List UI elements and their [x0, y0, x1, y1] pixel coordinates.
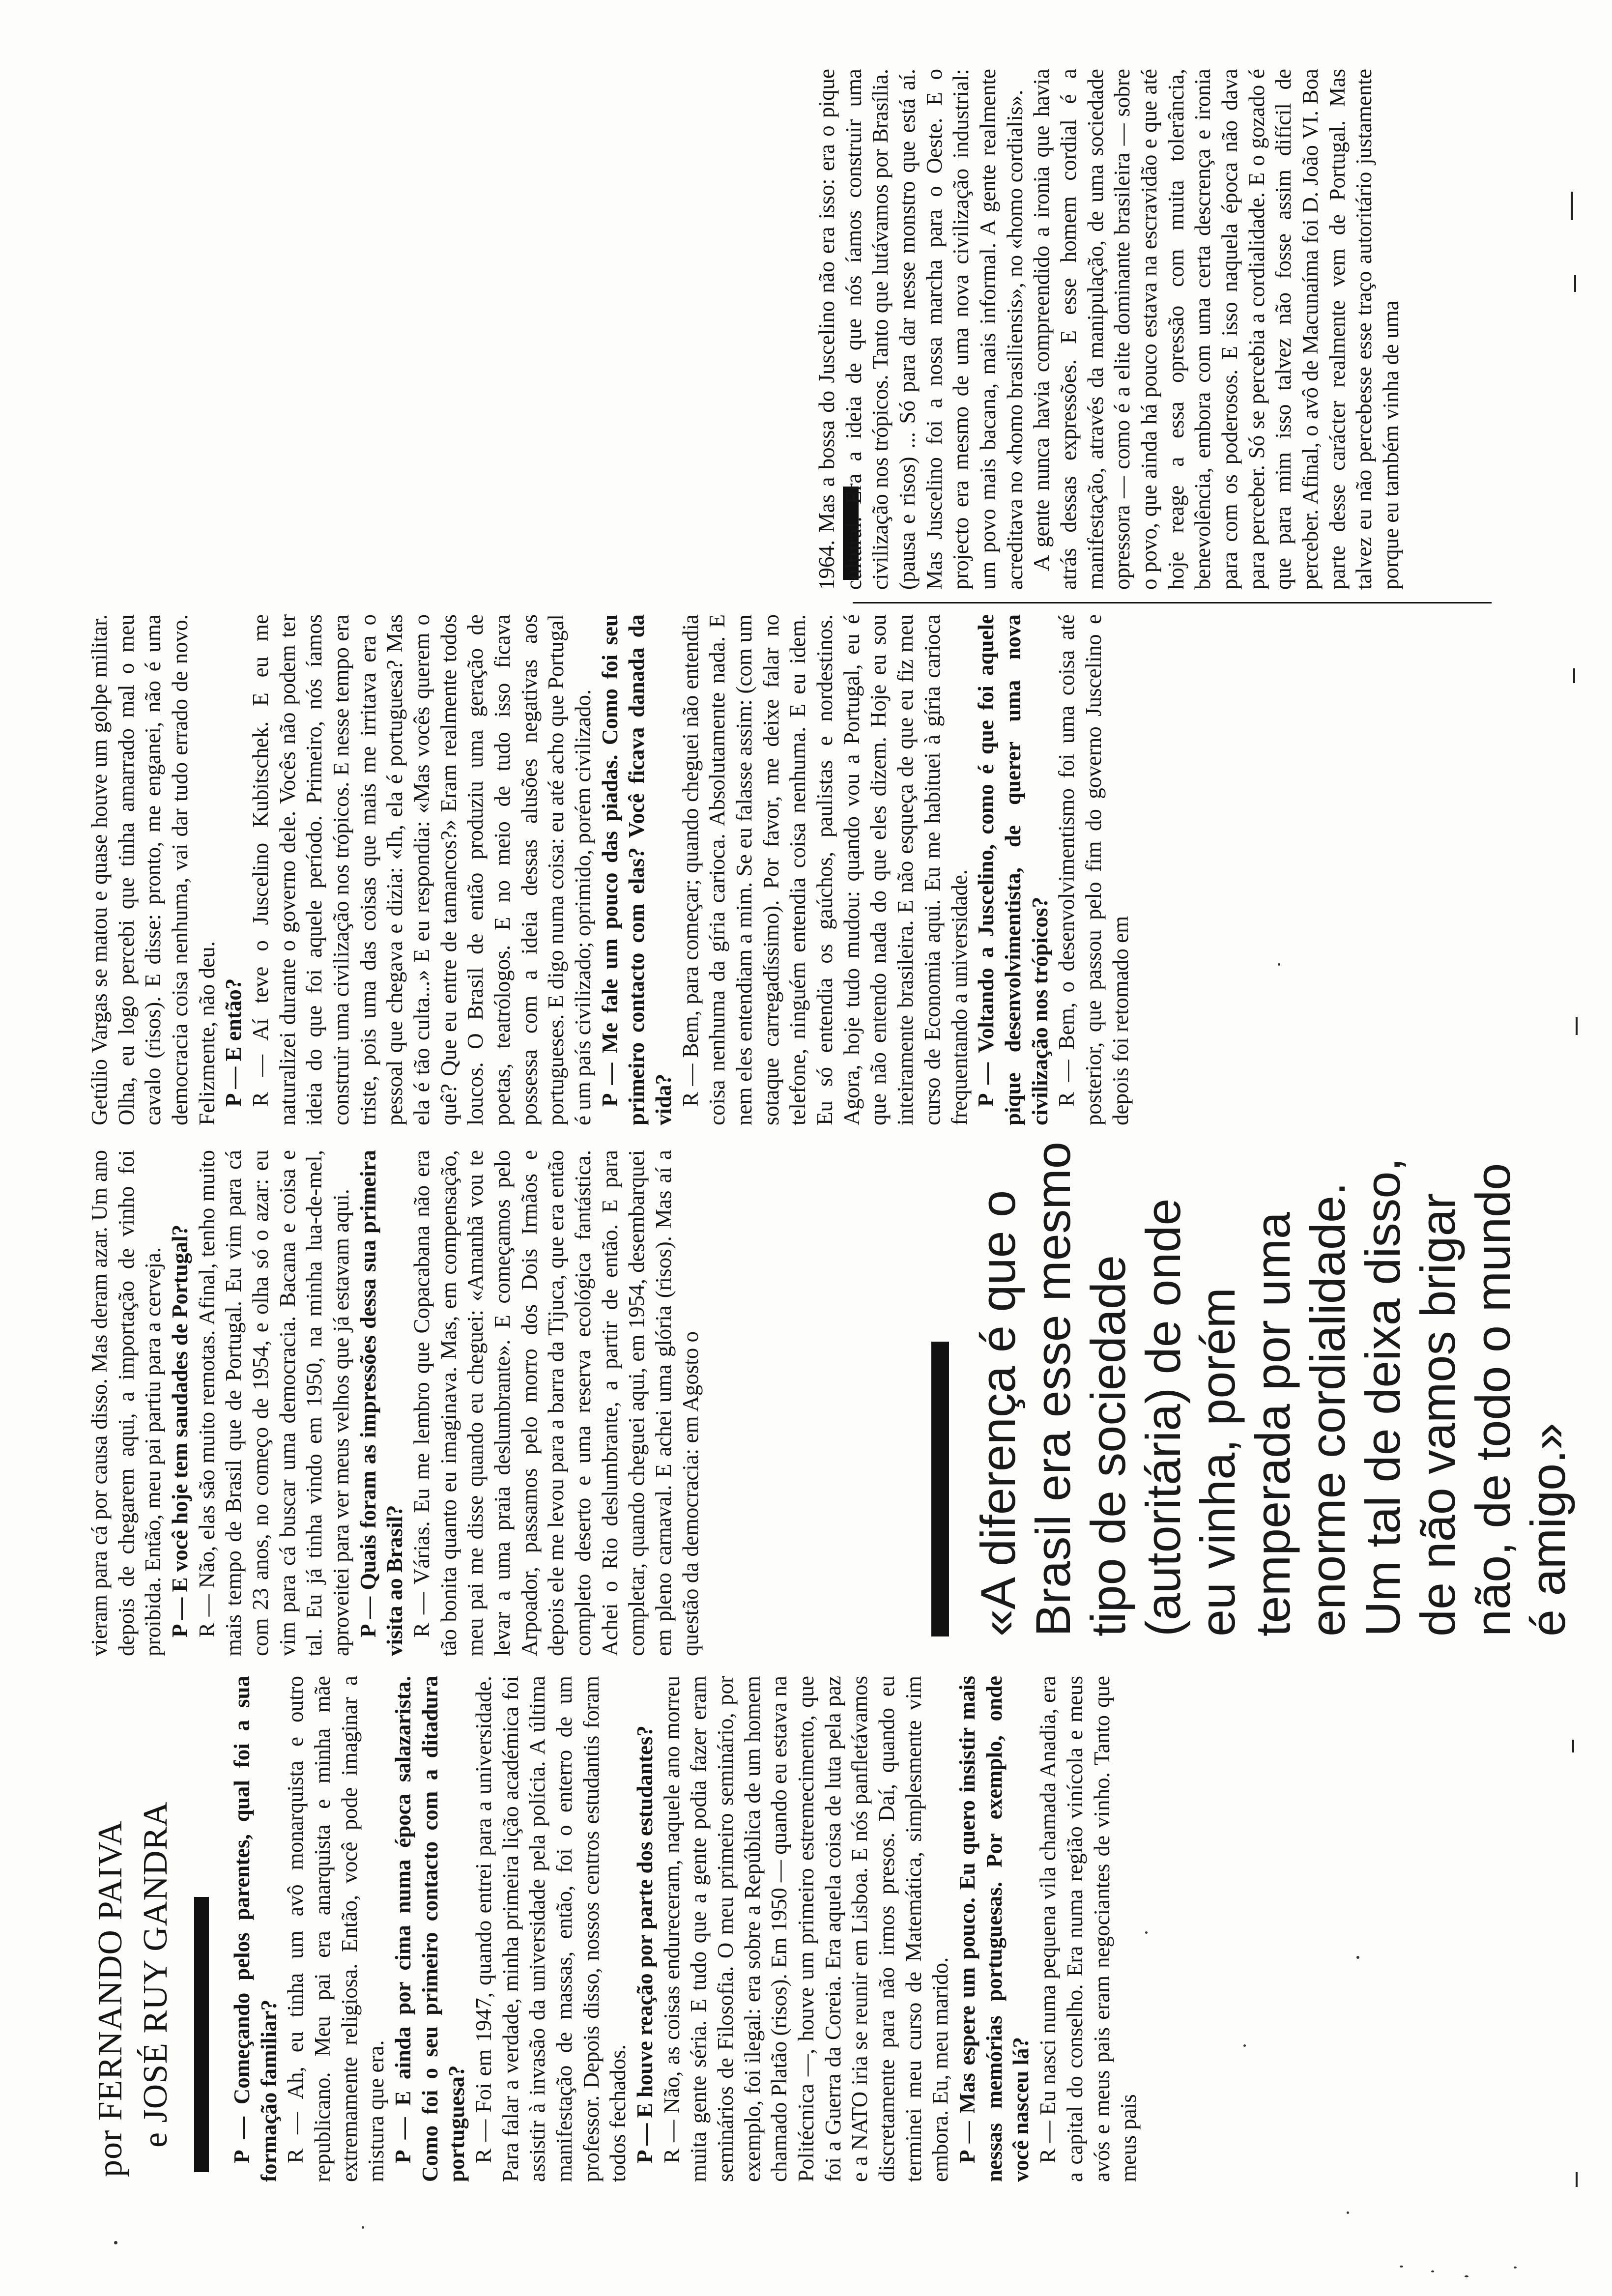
scan-speck [1400, 2266, 1403, 2267]
scan-speck [1571, 192, 1573, 220]
pull-quote-rule [931, 1342, 949, 1636]
column-1-body [229, 1676, 1142, 2182]
interview-question: P — E houve reação por parte dos estudantes? [633, 1725, 658, 2163]
interview-answer: R — Eu nasci numa pequena vila chamada Anadia, era a capital do conselho. Era numa região vinícola e meus avós e meus pais eram negociantes de vinho. Tanto que meus pais [1036, 1676, 1141, 2182]
interview-answer: R — Ah, eu tinha um avô monarquista e outro republicano. Meu pai era anarquista e minha mãe extremamente religiosa. Então, você pode imaginar a mistura que era. [283, 1676, 389, 2182]
scan-speck [1347, 2211, 1349, 2214]
interview-question: P — Começando pelos parentes, qual foi a sua formação familiar? [230, 1676, 281, 2182]
interview-answer: R — Aí teve o Juscelino Kubitschek. E eu me naturalizei durante o governo dele. Vocês não podem ter ideia do que foi aquele período. Primeiro, nós íamos construir uma civilização nos trópicos. E nesse tempo era triste, pois uma das coisas que mais me irritava era o pessoal que chegava e dizia: «Ih, ela é portuguesa? Mas ela é tão culta...» E eu respondia: «Mas vocês querem o quê? Que eu entre de tamancos?» Eram realmente todos loucos. O Brasil de então produziu uma geração de poetas, teatrólogos. E no meio de tudo isso ficava possessa com a ideia dessas alusões negativas aos portugueses. E digo numa coisa: eu até acho que Portugal é um país civilizado; oprimido, porém civilizado. [248, 614, 596, 1125]
scan-speck [114, 2241, 117, 2244]
article-column-1 [229, 1676, 1497, 2182]
scan-speck [1572, 1740, 1574, 1752]
interview-question: P — E ainda por cima numa época salazarista. Como foi o seu primeiro contacto com a ditadura portuguesa? [391, 1676, 469, 2182]
interview-answer: R — Não, as coisas endureceram, naquele ano morreu muita gente séria. E tudo que a gente podia fazer eram seminários de Filosofia. O meu primeiro seminário, por exemplo, foi ilegal: era sobre a República de um homem chamado Platão (risos). Em 1950 — quando eu estava na Politécnica —, houve um primeiro estremecimento, que foi a Guerra da Coreia. Era aquela coisa de luta pela paz e a NATO iria se reunir em Lisboa. E nós panfletávamos discretamente para não irmos presos. Daí, quando eu terminei meu curso de Matemática, simplesmente vim embora. Eu, meu marido. [659, 1676, 953, 2182]
interview-answer: 1964. Mas a bossa do Juscelino não era isso: era o pique cultural. Era a ideia de que nós íamos construir uma civilização nos trópicos. Tanto que lutávamos por Brasília. (pausa e risos) ... Só para dar nesse monstro que está aí. Mas Juscelino foi a nossa marcha para o Oeste. E o projecto era mesmo de uma nova civilização industrial: um povo mais bacana, mais informal. A gente realmente acreditava no «homo brasiliensis», no «homo cordialis». [814, 69, 1027, 590]
scan-speck [362, 2226, 364, 2229]
interview-question: P — Quais foram as impressões dessa sua primeira visita ao Brasil? [355, 1150, 407, 1656]
scan-speck [1573, 668, 1575, 683]
scan-speck [1576, 1017, 1578, 1035]
column-4-body [813, 69, 1405, 590]
scan-speck [1465, 2275, 1468, 2277]
rotated-article [86, 69, 1575, 2182]
interview-question: P — E então? [221, 978, 246, 1107]
interview-question: P — Mas espere um pouco. Eu quero insistir mais nessas memórias portuguesas. Por exemplo, onde você nasceu lá? [955, 1676, 1034, 2182]
scan-speck [1514, 2267, 1517, 2268]
interview-answer: A gente nunca havia compreendido a ironia que havia atrás dessas expressões. E esse homem cordial é a manifestação, através da manipulação, de uma sociedade opressora — como é a elite dominante brasileira — sobre o povo, que ainda há pouco estava na escravidão e que até hoje reage a essa opressão com muita tolerância, benevolência, embora com uma certa descrença e ironia para com os poderosos. E isso naquela época não dava para perceber. Só se percebia a cordialidade. E o gozado é que para mim isso talvez não fosse assim difícil de perceber. Afinal, o avô de Macunaíma foi D. João VI. Boa parte desse carácter realmente vem de Portugal. Mas talvez eu não percebesse esse traço autoritário justamente porque eu também vinha de uma [1029, 69, 1404, 590]
article-column-3 [86, 614, 1492, 1125]
interview-answer: R — Foi em 1947, quando entrei para a universidade. Para falar a verdade, minha primeira lição académica foi assistir à invasão da universidade pela polícia. A última manifestação de massas, então, foi o enterro de um professor. Depois disso, nossos centros estudantis foram todos fechados. [471, 1676, 631, 2182]
pull-quote: «A diferença é que o Brasil era esse mesmo tipo de sociedade (autoritária) de onde eu vinha, porém temperada por uma enorme cordialidade. Um tal de deixa disso, de não vamos brigar não, de todo o mundo é amigo.» [971, 1142, 1575, 1636]
byline-rule [194, 1897, 209, 2172]
interview-answer: R — Bem, para começar; quando cheguei não entendia coisa nenhuma da gíria carioca. Absolutamente nada. E nem eles entendiam a mim. Se eu falasse assim: (com um sotaque carregadíssimo). Por favor, me deixe falar no telefone, ninguém entendia coisa nenhuma. E eu idem. Eu só entendia os gaúchos, paulistas e nordestinos. Agora, hoje tudo mudou: quando vou a Portugal, eu é que não entendo nada do que eles dizem. Hoje eu sou inteiramente brasileira. E não esqueça de que eu fiz meu curso de Economia aqui. Eu me habituei à gíria carioca frequentando a universidade. [678, 614, 972, 1125]
column-2-body [86, 1150, 704, 1656]
byline [91, 1784, 179, 2177]
article-column-4 [813, 69, 1492, 590]
interview-answer: vieram para cá por causa disso. Mas deram azar. Um ano depois de chegarem aqui, a importação de vinho foi proibida. Então, meu pai partiu para a cerveja. [87, 1150, 166, 1656]
column-3-body [86, 614, 1134, 1125]
interview-answer: R — Várias. Eu me lembro que Copacabana não era tão bonita quanto eu imaginava. Mas, em compensação, meu pai me disse quando eu cheguei: «Amanhã vou te levar a uma praia deslumbrante». E começamos pelo Arpoador, passamos pelo morro dos Dois Irmãos e depois ele me levou para a barra da Tijuca, que era então completo deserto e uma reserva ecológica fantástica. Achei o Rio deslumbrante, a partir de então. E para completar, quando cheguei aqui, em 1954, desembarquei em pleno carnaval. E achei uma glória (risos). Mas aí a questão da democracia: em Agosto o [409, 1150, 703, 1656]
scan-speck [1576, 2172, 1578, 2187]
interview-question: P — Voltando a Juscelino, como é que foi aquele pique desenvolvimentista, de querer uma nova civilização nos trópicos? [974, 614, 1052, 1125]
column-rule [853, 602, 1492, 603]
interview-answer: R — Bem, o desenvolvimentismo foi uma coisa até posterior, que passou pelo fim do governo Juscelino e depois foi retomado em [1054, 614, 1133, 1125]
byline-author-1: por FERNANDO PAIVA [91, 1820, 129, 2177]
interview-question: P — Me fale um pouco das piadas. Como foi seu primeiro contacto com elas? Você ficava danada da vida? [597, 614, 676, 1125]
interview-answer: R — Não, elas são muito remotas. Afinal, tenho muito mais tempo de Brasil que de Portugal. Eu vim para cá com 23 anos, no começo de 1954, e olha só o azar: eu vim para cá buscar uma democracia. Bacana e coisa e tal. Eu já tinha vindo em 1950, na minha lua-de-mel, aproveitei para ver meus velhos que já estavam aqui. [194, 1150, 354, 1656]
article-column-2 [86, 1150, 784, 1656]
scan-speck [1431, 2270, 1434, 2272]
byline-author-2: e JOSÉ RUY GANDRA [137, 1801, 174, 2148]
scan-speck [1574, 275, 1576, 292]
interview-answer: Getúlio Vargas se matou e quase houve um golpe militar. Olha, eu logo percebi que tinha amarrado mal o meu cavalo (risos). E disse: pronto, me enganei, não é uma democracia coisa nenhuma, vai dar tudo errado de novo. Felizmente, não deu. [87, 614, 219, 1125]
interview-question: P — E você hoje tem saudades de Portugal? [168, 1225, 193, 1637]
